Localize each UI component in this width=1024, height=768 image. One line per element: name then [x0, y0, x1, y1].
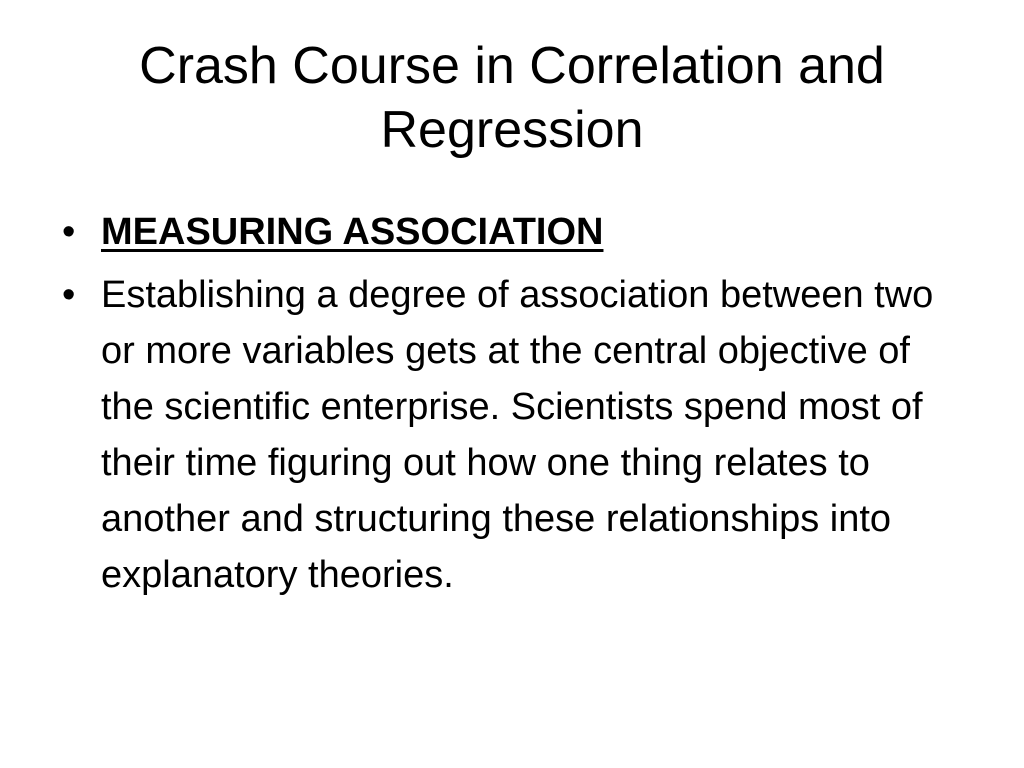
bullet-marker: • — [62, 274, 76, 316]
bullet-item-heading — [62, 204, 972, 260]
bullet-marker: • — [62, 211, 76, 253]
section-heading: MEASURING ASSOCIATION — [101, 211, 604, 253]
bullet-item-body — [62, 267, 972, 603]
body-paragraph: Establishing a degree of association between two or more variables gets at the central objective of the scientific enterprise. Scientists spend most of their time figuring out how one thing relates to another and structuring these relationships into explanatory theories. — [101, 274, 934, 596]
bullet-list — [62, 204, 972, 610]
slide-title: Crash Course in Correlation and Regression — [139, 37, 885, 159]
